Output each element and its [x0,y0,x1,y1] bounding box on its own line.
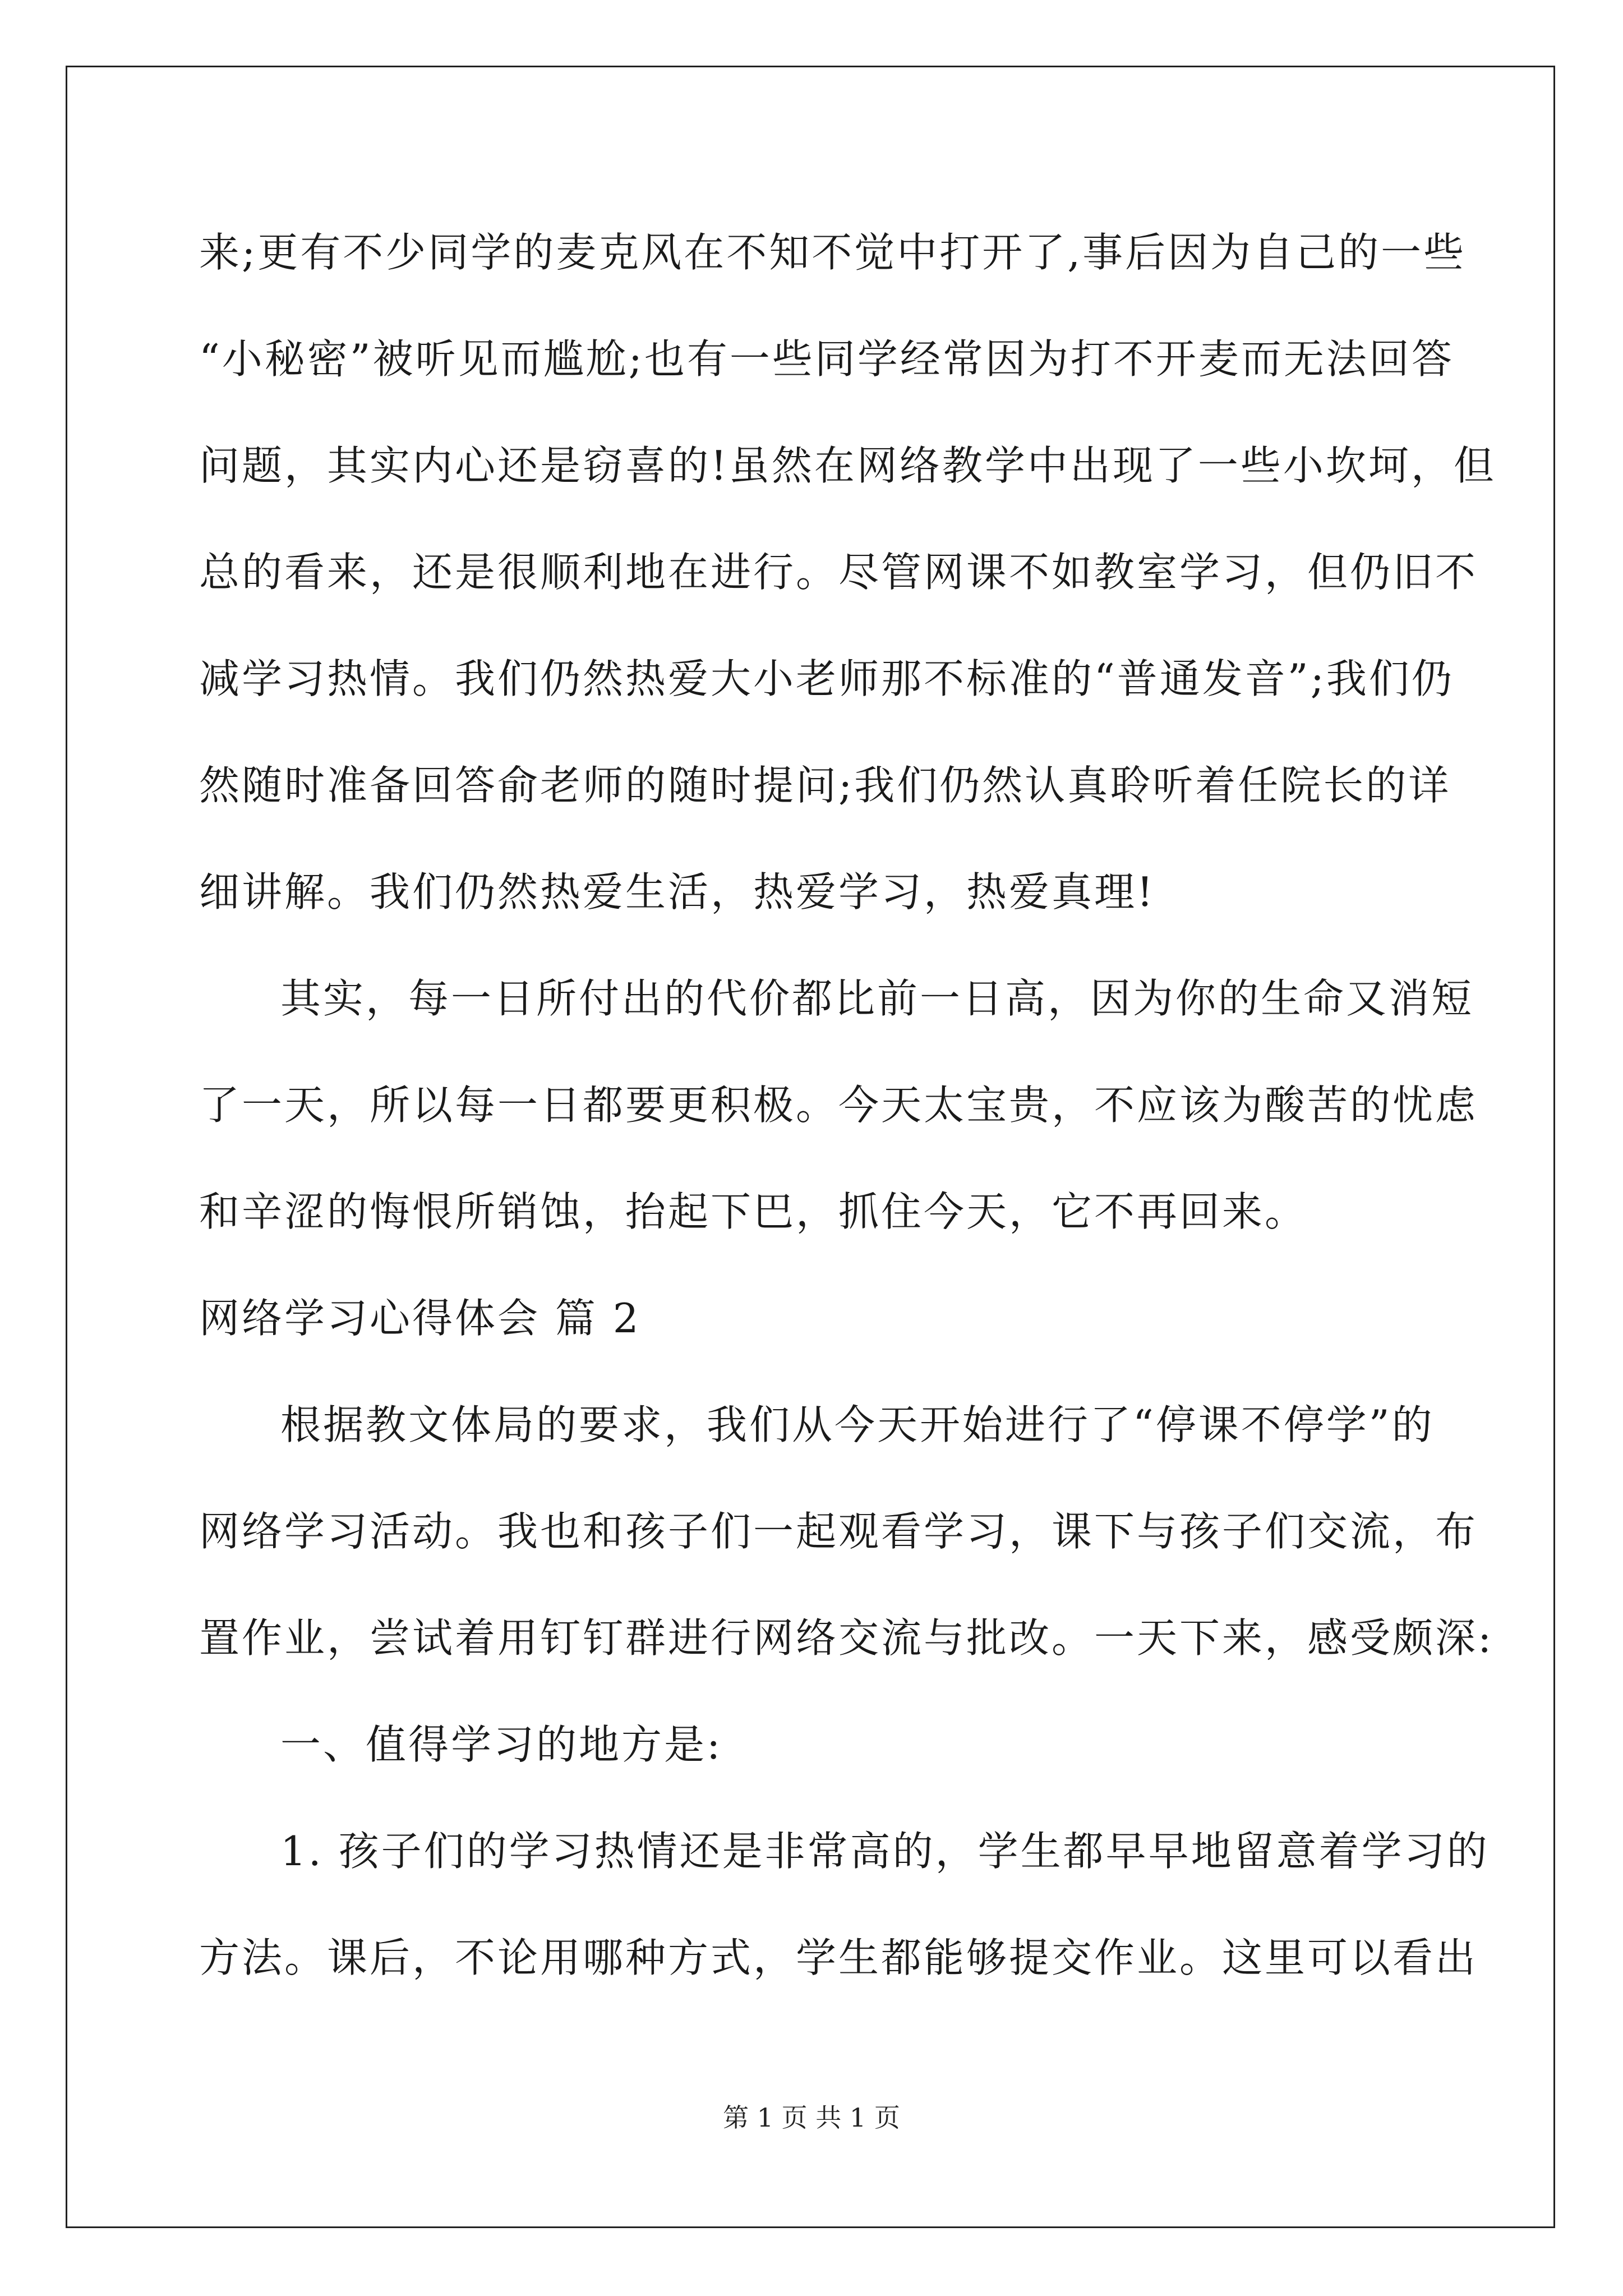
list-item: 1. 孩子们的学习热情还是非常高的，学生都早早地留意着学习的 [280,1828,1490,1875]
paragraph-line: 来;更有不少同学的麦克风在不知不觉中打开了,事后因为自己的一些 [199,229,1467,276]
paragraph-line: 了一天，所以每一日都要更积极。今天太宝贵，不应该为酸苦的忧虑 [199,1082,1478,1129]
page-footer: 第 1 页 共 1 页 [723,2102,900,2133]
paragraph-line: “小秘密”被听见而尴尬;也有一些同学经常因为打不开麦而无法回答 [199,335,1454,383]
paragraph-line: 细讲解。我们仍然热爱生活，热爱学习，热爱真理! [199,868,1155,915]
paragraph-line: 网络学习活动。我也和孩子们一起观看学习，课下与孩子们交流，布 [199,1508,1478,1555]
paragraph-line: 总的看来，还是很顺利地在进行。尽管网课不如教室学习，但仍旧不 [199,549,1478,596]
paragraph-line: 置作业，尝试着用钉钉群进行网络交流与批改。一天下来，感受颇深: [199,1614,1494,1662]
paragraph-line: 根据教文体局的要求，我们从今天开始进行了“停课不停学”的 [280,1401,1435,1448]
paragraph-line: 方法。课后，不论用哪种方式，学生都能够提交作业。这里可以看出 [199,1934,1478,1981]
paragraph-line: 和辛涩的悔恨所销蚀，抬起下巴，抓住今天，它不再回来。 [199,1188,1308,1235]
paragraph-line: 其实，每一日所付出的代价都比前一日高，因为你的生命又消短 [280,975,1474,1022]
paragraph-line: 问题，其实内心还是窃喜的!虽然在网络教学中出现了一些小坎坷，但 [199,442,1496,489]
list-heading: 一、值得学习的地方是: [280,1721,723,1768]
paragraph-line: 然随时准备回答俞老师的随时提问;我们仍然认真聆听着任院长的详 [199,762,1451,809]
page-frame [66,66,1555,2228]
paragraph-line: 减学习热情。我们仍然热爱大小老师那不标准的“普通发音”;我们仍 [199,655,1454,702]
section-heading: 网络学习心得体会 篇 2 [199,1295,641,1342]
